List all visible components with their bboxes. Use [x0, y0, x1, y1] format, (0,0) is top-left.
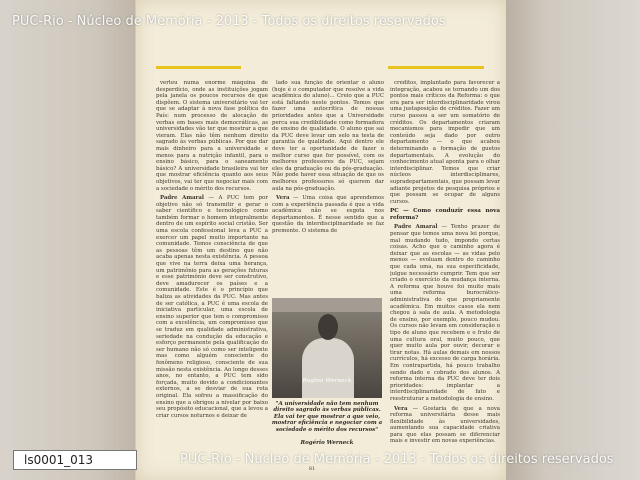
scan-margin-left [0, 0, 135, 480]
speech-text: — Tenho prazer de pensar que temos uma nova lei porque, mal mudando tudo, impondo certas coisas. Acho que o caminho agora é deixar que as escolas — as vidas pelo menos — evoluam dentro do caminho que cada uma, na sua especificidade, julgue necessário cumprir. Tem que ser criado o exercício da mudança interna. A reforma que houve foi muito mais uma reforma burocrático-administrativa do que propriamente acadêmica. Em muitos casos ela nem chegou à sala de aula. A metodologia de ensino, por exemplo, pouco mudou. Os cursos não levam em consideração o tipo de aluno que recebem e o fruto de uma cultura oral, muito pouco, que quer muito aula por ouvir, decorar e tirar notas. Há aulas demais em nossos currículos, há excesso de carga horária. Em contrapartida, há pouco trabalho sendo dado e cobrado dos alunos. A reforma interna da PUC deve ter dois prioridades: implantar a interdisciplinaridade de fato e reestruturar a metodologia de ensino. [390, 224, 500, 402]
paragraph: créditos, implantado para favorecer a integração, acabou se tornando um dos pontos mais críticos da Reforma: o que era para ser interdisciplinaridade virou uma justaposição de créditos. Fazer um curso passou a ser um somatório de créditos. Os departamentos criaram mecanismos para impedir que um conteúdo seja dado por outro departamento — o que acabou determinando a formação de guetos departamentais. A evolução do conhecimento atual aponta para o olhar interdisciplinar. Temos que criar núcleos interdisciplinares, supradepartamentais, que possam levar adiante projetos de pesquisa próprios e que possam se ocupar de alguns cursos. [390, 80, 500, 205]
speech-text: — A PUC tem por objetivo não só transmitir e gerar o saber científico e tecnológico como também formar o homem integralmente dentro de um espírito social cristão. Ser uma escola confessional leva a PUC a exercer um papel muito importante na comunidade. Temos consciência de que as pessoas têm um destino que não acaba apenas nesta existência. A pessoa que vive na terra deixa uma herança, um patrimônio para as gerações futuras e esse patrimônio deve ser construtivo, deve amadurecer os países e a comunidade. Este é o princípio que baliza as atividades da PUC. Mas antes de ser católica, a PUC é uma escola de iniciativa particular, uma escola de ensino superior que tem o compromisso com a excelência, um compromisso que se traduz em qualidade administrativa, seriedade na condução da educação e esforço permanente pela qualificação do ser humano não só como ser inteligente mas como alguém consciente do fenômeno religioso, consciente de sua missão nesta existência. Ao longo desses anos, no entanto, a PUC tem sido forçada, muito devido a condicionantes externos, a se desviar de sua rota original. Ela sofreu a massificação do ensino que a obrigou a nivelar por baixo seu propósito educacional, que a levou a criar cursos noturnos e deixar de [156, 195, 268, 419]
speaker-name: Vera [276, 195, 290, 202]
paragraph [272, 195, 384, 235]
scan-margin-right [506, 0, 640, 480]
speaker-name: Padre Amaral [160, 195, 204, 202]
photo-background-shelf [272, 298, 382, 312]
speech-text: — Uma coisa que aprendemos com a experiência passada é que a vida acadêmica não se esgota nos departamentos. É nesse sentido que a questão da interdisciplinaridade se faz premente. O sistema de [272, 195, 384, 235]
text-column-3 [390, 80, 500, 472]
watermark-bottom: PUC-Rio - Núcleo de Memória - 2013 - Todos os direitos reservados [180, 452, 614, 467]
paragraph: verteu numa enorme máquina de desperdício, onde as instituições jogam pela janela os poucos recursos de que dispõem. O sistema universitário vai ter que se adaptar à nova fase política do País: num processo de alocação de verbas em bases mais democráticas, as universidades vão ter que mostrar a que vieram. Elas não têm nenhum direito sagrado às verbas públicas. Por que dar mais dinheiro para a universidade e menos para a nutrição infantil, para o ensino básico, para o saneamento básico? A universidade brasileira vai ter que mostrar eficiência quanto aos seus objetivos, vai ter que negociar mais com a sociedade o mérito dos recursos. [156, 80, 268, 192]
text-column-2 [272, 80, 384, 250]
speaker-name: Padre Amaral [394, 224, 438, 231]
photo-caption: Regina Werneck [302, 378, 352, 384]
photo-person-head [318, 314, 338, 340]
yellow-rule-right [388, 66, 484, 69]
page-number: 81 [308, 466, 316, 472]
text-column-1 [156, 80, 268, 472]
pull-quote: "A universidade não tem nenhum direito sagrado às verbas públicas. Ela vai ter que mostrar a que veio, mostrar eficiência e negociar com a sociedade o mérito dos recursos" [271, 401, 383, 433]
paragraph [390, 406, 500, 446]
yellow-rule-left [156, 66, 241, 69]
image-id-label: ls0001_013 [13, 450, 137, 470]
paragraph [390, 224, 500, 402]
watermark-top: PUC-Rio - Núcleo de Memória - 2013 - Todos os direitos reservados [12, 14, 446, 29]
paragraph [156, 195, 268, 419]
speaker-name: Vera [394, 405, 408, 412]
speech-text: — Gostaria de que a nova reforma universitária desse mais flexibilidade às universidades, aumentando sua capacidade criativa para que elas possam se diferenciar mais e investir em novas experiências. [390, 405, 500, 445]
photo-person-body [302, 338, 354, 398]
pull-quote-author: Rogério Werneck [300, 440, 354, 446]
section-heading: PC — Como conduzir essa nova reforma? [390, 208, 500, 221]
paragraph: lado sua função de orientar o aluno (hoje é o computador que resolve a vida acadêmica do aluno)... Creio que a PUC está faltando neste pontos. Temos que fazer uma autocrítica de nossas prioridades antes que a Universidade perca sua credibilidade como formadora de ensino de qualidade. O aluno que sai da PUC deve levar um selo na testa de garantia de qualidade. Aqui dentro ele deve ter a oportunidade de fazer o melhor curso que for possível, com os melhores professores da PUC, sejam eles da graduação ou da pós-graduação. Não pode haver essa situação de que os melhores professores só querem dar aula na pós-graduação. [272, 80, 384, 192]
